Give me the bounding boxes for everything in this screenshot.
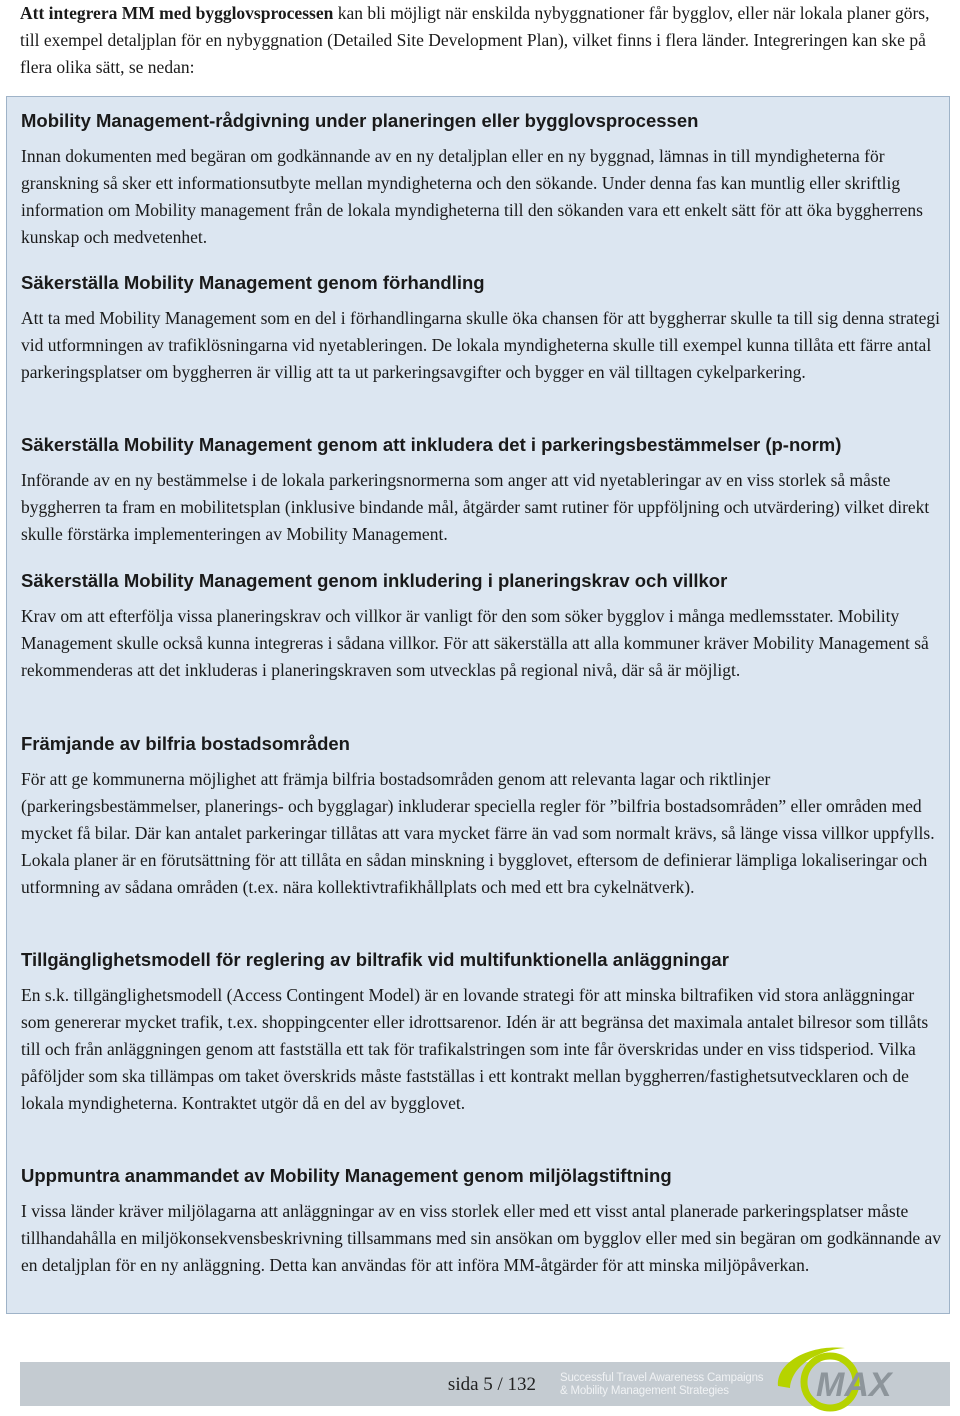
section-heading: Säkerställa Mobility Management genom att inkludera det i parkeringsbestämmelser (p-norm) [21, 434, 842, 455]
section-body: Innan dokumenten med begäran om godkännande av en ny detaljplan eller en ny byggnad, lämnas in till myndigheterna för granskning så sker ett informationsutbyte mellan myndigheterna och den sökande. Under denna fas kan muntlig eller skriftlig information om Mobility management från de lokala myndigheterna till den sökanden vara ett enkelt sätt för att öka byggherrens kunskap och medvetenhet. [21, 146, 923, 247]
logo-text: MAX [816, 1366, 892, 1404]
section-body: För att ge kommunerna möjlighet att främja bilfria bostadsområden genom att relevanta lagar och riktlinjer (parkeringsbestämmelser, planerings- och bygglagar) inkluderar speciella regler för ”bilfria bostadsområden” eller områden med mycket få bilar. Där kan antalet parkeringar tillåtas att vara mycket färre än vad som normalt krävs, så länge vissa villkor uppfylls. Lokala planer är en förutsättning för att tillåta en sådan minskning i bygglovet, eftersom de definierar lämpliga lokaliseringar och utformning av sådana områden (t.ex. nära kollektivtrafikhållplats och med ett bra cykelnätverk). [21, 769, 935, 897]
section-body: Krav om att efterfölja vissa planeringskrav och villkor är vanligt för den som söker bygglov i många medlemsstater. Mobility Management skulle också kunna integreras i sådana villkor. För att säkerställa att alla kommuner kräver Mobility Management så rekommenderas att det inkluderas i planeringskraven som utvecklas på regional nivå, där så är möjligt. [21, 606, 929, 680]
section-planning-requirements [21, 569, 943, 684]
section-negotiation [21, 271, 943, 386]
section-heading: Säkerställa Mobility Management genom inkludering i planeringskrav och villkor [21, 570, 728, 591]
section-heading: Främjande av bilfria bostadsområden [21, 733, 350, 754]
intro-bold-lead: Att integrera MM med bygglovsprocessen [20, 3, 334, 23]
section-heading: Uppmuntra anammandet av Mobility Management genom miljölagstiftning [21, 1165, 672, 1186]
page-number: sida 5 / 132 [447, 1374, 537, 1395]
section-access-model [21, 948, 943, 1117]
section-body: En s.k. tillgänglighetsmodell (Access Contingent Model) är en lovande strategi för att minska biltrafiken vid stora anläggningar som genererar mycket trafik, t.ex. shoppingcenter eller idrottsarenor. Idén är att begränsa det maximala antalet bilresor som tillåts till och från anläggningen genom att fastställa ett tak för trafikalstringen som inte får överskridas under en viss tidsperiod. Vilka påföljder som ska tillämpas om taket överskrids måste fastställas i ett kontrakt mellan byggherren/fastighetsutvecklaren och de lokala myndigheterna. Kontraktet utgör då en del av bygglovet. [21, 985, 929, 1113]
section-body: Att ta med Mobility Management som en del i förhandlingarna skulle öka chansen för att byggherrar skulle ta till sig denna strategi vid utformningen av trafiklösningarna vid nyetableringen. De lokala myndigheterna skulle till exempel kunna tillåta ett färre antal parkeringsplatser om byggherren är villig att ta ut parkeringsavgifter och bygger en väl tilltagen cykelparkering. [21, 308, 940, 382]
section-body: I vissa länder kräver miljölagarna att anläggningar av en viss storlek eller med ett visst antal planerade parkeringsplatser måste tillhandahålla en miljökonsekvensbeskrivning tillsammans med sin ansökan om bygglov eller med sin begäran om godkännande av en detaljplan för en ny anläggning. Detta kan användas för att införa MM-åtgärder för att minska miljöpåverkan. [21, 1201, 942, 1275]
intro-text: kan bli möjligt när enskilda nybyggnationer får bygglov, eller när lokala planer görs, till exempel detaljplan för en nybyggnation (Detailed Site Development Plan), vilket finns i flera länder. Integreringen kan ske på flera olika sätt, se nedan: [20, 3, 930, 77]
highlight-box [6, 96, 950, 1314]
intro-paragraph [20, 0, 940, 81]
section-car-free-areas [21, 732, 943, 901]
section-heading: Säkerställa Mobility Management genom förhandling [21, 272, 485, 293]
max-logo [770, 1342, 945, 1414]
footer-tagline [560, 1372, 800, 1398]
section-heading: Tillgänglighetsmodell för reglering av biltrafik vid multifunktionella anläggningar [21, 949, 729, 970]
section-parking-norm [21, 433, 943, 548]
section-heading: Mobility Management-rådgivning under planeringen eller bygglovsprocessen [21, 110, 699, 131]
tagline-line-1: Successful Travel Awareness Campaigns [560, 1372, 764, 1384]
section-mm-advice [21, 109, 943, 251]
section-environmental-law [21, 1164, 943, 1279]
section-body: Införande av en ny bestämmelse i de lokala parkeringsnormerna som anger att vid nyetableringar av en viss storlek så måste byggherren ta fram en mobilitetsplan (inklusive bindande mål, åtgärder samt rutiner för uppföljning och utvärdering) vilket direkt skulle förstärka implementeringen av Mobility Management. [21, 470, 930, 544]
tagline-line-2: & Mobility Management Strategies [560, 1385, 729, 1397]
